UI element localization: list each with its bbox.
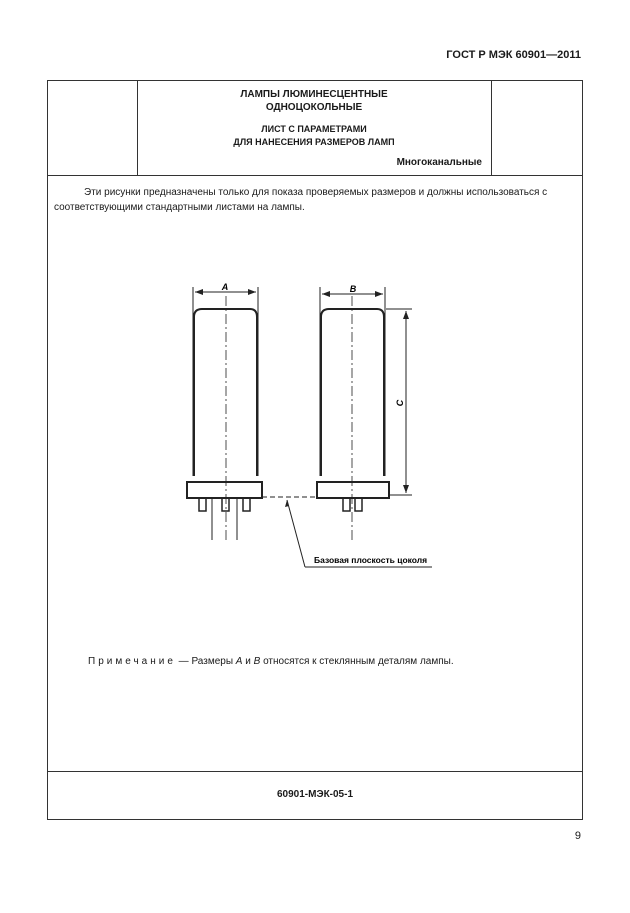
note-and: и xyxy=(242,656,254,667)
note-dim-b: B xyxy=(253,656,261,667)
title-line-1: ЛАМПЫ ЛЮМИНЕСЦЕНТНЫЕ xyxy=(240,89,388,100)
lamp-left-pin-3 xyxy=(243,498,250,511)
subtitle-line-2: ДЛЯ НАНЕСЕНИЯ РАЗМЕРОВ ЛАМП xyxy=(233,137,395,147)
lamp-right xyxy=(317,287,412,540)
page-number: 9 xyxy=(574,830,581,842)
intro-paragraph: Эти рисунки предназначены только для показа проверяемых размеров и должны использоваться с соответствующими стандартными листами на лампы. xyxy=(54,187,548,213)
lamp-left-base xyxy=(187,482,262,498)
leader-line xyxy=(287,500,305,567)
lamp-left-pin-2 xyxy=(222,498,229,511)
lamp-right-pin-2 xyxy=(355,498,362,511)
lamp-right-pin-1 xyxy=(343,498,350,511)
title-line-2: ОДНОЦОКОЛЬНЫЕ xyxy=(265,102,363,113)
dim-a-label: A xyxy=(221,282,229,292)
standard-number: ГОСТ Р МЭК 60901—2011 xyxy=(446,49,581,61)
lamp-right-base xyxy=(317,482,389,498)
note-dash: — Размеры xyxy=(175,656,236,667)
note-rest: относятся к стеклянным деталям лампы. xyxy=(260,656,454,667)
base-plane-label: Базовая плоскость цоколя xyxy=(314,555,428,565)
lamp-left-tube xyxy=(194,309,257,476)
lamp-category: Многоканальные xyxy=(396,157,482,168)
note-prefix: Примечание xyxy=(88,656,176,667)
lamp-left-pin-1 xyxy=(199,498,206,511)
subtitle-line-1: ЛИСТ С ПАРАМЕТРАМИ xyxy=(261,124,367,134)
sheet-code: 60901-МЭК-05-1 xyxy=(276,789,354,800)
note-dim-a: A xyxy=(235,656,243,667)
lamp-right-tube xyxy=(321,309,384,476)
lamp-left xyxy=(187,287,262,540)
dim-c-label: C xyxy=(395,399,405,407)
dim-b-label: B xyxy=(349,284,357,294)
